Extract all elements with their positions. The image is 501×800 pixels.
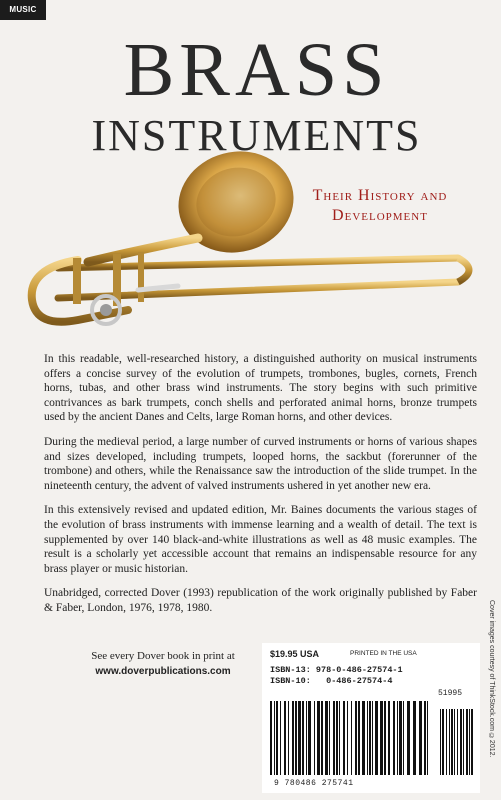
subtitle-line2: Development [332,207,428,224]
back-cover-description [44,352,477,626]
barcode-icon [268,701,474,779]
isbn-13: ISBN-13: 978-0-486-27574-1 [270,665,403,675]
price-addon-number: 51995 [438,689,463,698]
trombone-illustration [18,150,488,340]
book-title-line1: BRASS [123,28,390,112]
promo-text: See every Dover book in print at [91,650,235,662]
publisher-url[interactable]: www.doverpublications.com [95,666,231,677]
description-paragraph-3: In this extensively revised and updated edition, Mr. Baines documents the various stages of the evolution of brass instruments with immense learning and a wealth of detail. The text is supplemented by over 140 black-and-white illustrations as well as 48 music examples. The result is a scholarly yet accessible account that remains an indispensable resource for any brass player or music historian. [44,504,477,575]
isbn-10: ISBN-10: 0-486-27574-4 [270,676,393,686]
description-paragraph-4: Unabridged, corrected Dover (1993) republication of the work originally published by Faber & Faber, London, 1976, 1978, 1980. [44,587,477,614]
price-label: $19.95 USA [270,649,320,659]
publisher-promo [88,648,238,680]
cover-image-credit: Cover images courtesy of ThinkStock.com ©2012. [488,600,495,758]
description-paragraph-1: In this readable, well-researched history, a distinguished authority on musical instruments offers a concise survey of the evolution of trumpets, trombones, bugles, cornets, French horns, tubas, and other brass wind instruments. The story begins with such primitive contrivances as bark trumpets, conch shells and perforated animal horns, bronze trumpets used by the ancient Danes and Celts, large Roman horns, and other devices. [44,353,477,424]
category-tab: MUSIC [0,0,46,20]
barcode-panel [262,643,480,793]
barcode-number: 9 780486 275741 [274,779,354,788]
printed-in-label: PRINTED IN THE USA [350,650,417,657]
subtitle-line1: Their History and [312,187,448,204]
price-row [270,649,474,663]
description-paragraph-2: During the medieval period, a large number of curved instruments or horns of various shapes and sizes developed, including trumpets, looped horns, the sackbut (forerunner of the trombone) and others, while the Renaissance saw the introduction of the slide trumpet. In the nineteenth century, the advent of valved instruments ushered in yet another new era. [44,435,477,492]
book-title-line2: INSTRUMENTS [91,111,422,160]
